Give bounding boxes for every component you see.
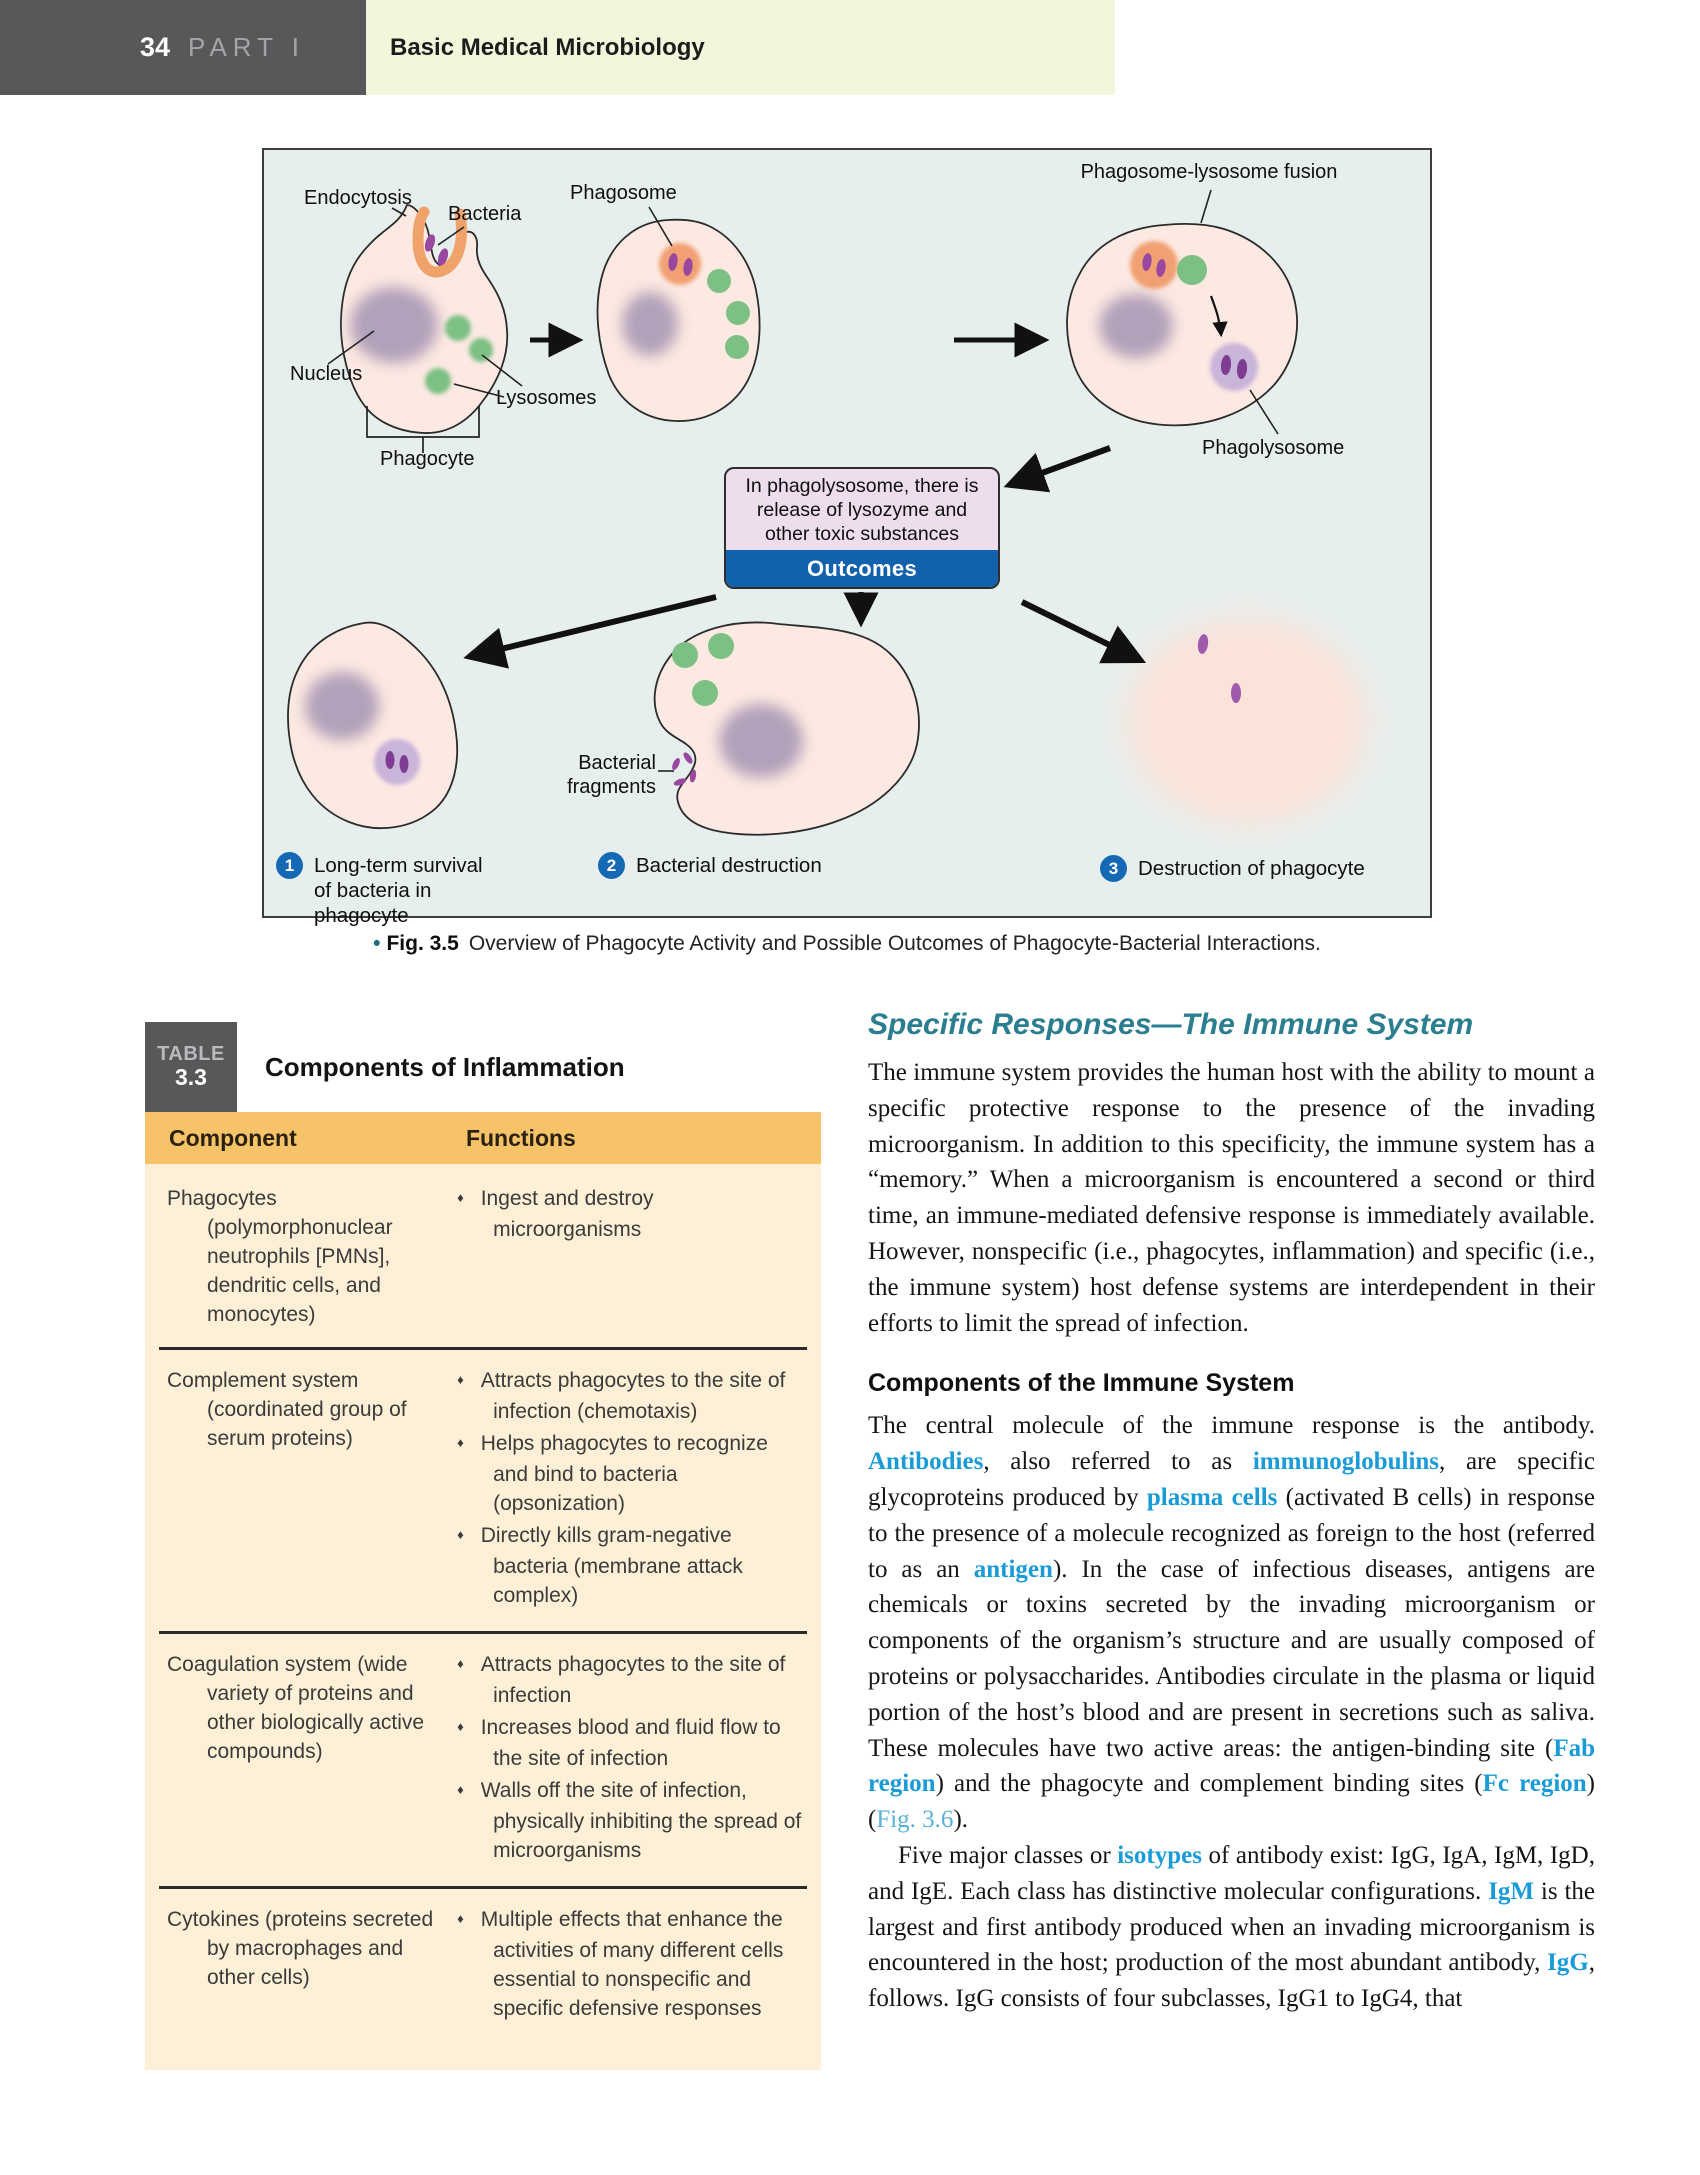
lysosome-shape [1177, 255, 1207, 285]
paragraph-immune-system: The immune system provides the human host with the ability to mount a specific protective response to the presence of the invading microorganism. In addition to this specificity, the immune system has a “memory.” When a microorganism is encountered a second or third time, an immune-mediated defensive response is immediately available. However, nonspecific (i.e., phagocytes, inflammation) and specific (i.e., the immune system) host defense systems are interdependent in their efforts to limit the spread of infection. [868, 1059, 1595, 1337]
phagocyte-cell-endocytosis [341, 205, 507, 453]
component-cell: Complement system (coordinated group of serum proteins) [167, 1369, 407, 1450]
functions-cell [457, 1650, 807, 1868]
phagosome-shape [659, 243, 701, 285]
caption-text: Overview of Phagocyte Activity and Possible Outcomes of Phagocyte-Bacterial Interactions. [468, 932, 1321, 955]
label-bacterial-fragments: Bacterial fragments [567, 752, 656, 798]
table-tag-number: 3.3 [175, 1064, 207, 1091]
process-box [724, 467, 1000, 589]
figure-3-5-panel [262, 148, 1432, 927]
table-row [159, 1886, 807, 2044]
column-header-functions: Functions [465, 1124, 576, 1151]
functions-cell [457, 1905, 807, 2026]
label-endocytosis: Endocytosis [304, 187, 412, 209]
component-cell: Phagocytes (polymorphonuclear neutrophils [PMNs], dendritic cells, and monocytes) [167, 1187, 393, 1326]
table-body [145, 1164, 821, 2070]
figure-caption [262, 932, 1432, 956]
outcome-2 [598, 852, 822, 879]
outcome-3 [1100, 855, 1365, 882]
nucleus-shape [622, 292, 678, 356]
outcome-2-badge: 2 [598, 852, 625, 879]
nucleus-shape [1099, 294, 1173, 358]
arrow-to-box [1012, 448, 1110, 484]
outcome-3-badge: 3 [1100, 855, 1127, 882]
running-head-right [366, 0, 1115, 95]
table-3-3 [145, 1022, 821, 2070]
component-cell: Coagulation system (wide variety of proteins and other biologically active compounds) [167, 1653, 425, 1763]
outcome-3-label: Destruction of phagocyte [1138, 857, 1365, 880]
outcome-1-badge: 1 [276, 852, 303, 879]
label-phagosome: Phagosome [570, 182, 677, 204]
table-tag-word: TABLE [157, 1043, 225, 1066]
paragraph-isotypes: Five major classes or isotypes of antibody exist: IgG, IgA, IgM, IgD, and IgE. Each class has distinctive molecular configurations. IgM is the largest and first antibody produced when an invading microorganism is encountered in the host; production of the most abundant antibody, IgG, follows. IgG consists of four subclasses, IgG1 to IgG4, that [868, 1841, 1596, 2013]
table-tag [145, 1022, 237, 1112]
part-label: PART I [188, 32, 305, 62]
section-heading: Specific Responses—The Immune System [868, 1008, 1474, 1041]
chapter-title: Basic Medical Microbiology [390, 33, 705, 61]
outcome-cell-destroyed [1125, 616, 1369, 826]
nucleus-shape [719, 704, 803, 778]
table-row [159, 1631, 807, 1886]
label-fusion: Phagosome-lysosome fusion [1080, 161, 1338, 183]
page-number: 34 [140, 32, 171, 62]
table-row [159, 1347, 807, 1631]
outcome-cell-destruction [655, 622, 919, 834]
function-item: ♦ Ingest and destroy microorganisms [457, 1184, 803, 1244]
outcome-2-label: Bacterial destruction [636, 854, 822, 877]
phagocyte-cell-phagosome [598, 220, 760, 421]
phagosome-shape [1130, 241, 1178, 289]
outcomes-banner: Outcomes [726, 550, 998, 587]
functions-cell [457, 1184, 807, 1329]
phagolysosome-shape [374, 739, 420, 785]
nucleus-shape [305, 672, 379, 740]
process-box-text: In phagolysosome, there is release of lysozyme and other toxic substances [745, 474, 979, 545]
arrow-outcome-3 [1022, 602, 1138, 659]
column-header-component: Component [169, 1124, 297, 1151]
label-phagolysosome: Phagolysosome [1202, 437, 1345, 459]
label-bacteria: Bacteria [448, 203, 522, 225]
table-title: Components of Inflammation [265, 1051, 625, 1082]
outcome-1 [276, 852, 494, 928]
outcome-cell-survival [288, 623, 457, 829]
outcome-1-label: Long-term survival of bacteria in phagocyte [314, 854, 483, 927]
paragraph-antibodies: The central molecule of the immune response is the antibody. Antibodies, also referred to as immunoglobulins, are specific glycoproteins produced by plasma cells (activated B cells) in response to the presence of a molecule recognized as foreign to the host (referred to as an antigen). In the case of infectious diseases, antigens are chemicals or toxins secreted by the invading microorganism or components of the organism’s structure and are usually composed of proteins or polysaccharides. Antibodies circulate in the plasma or liquid portion of the host’s blood and are present in secretions such as saliva. These molecules have two active areas: the antigen-binding site (Fab region) and the phagocyte and complement binding sites (Fc region) (Fig. 3.6). [868, 1412, 1595, 1834]
function-item: ♦ Directly kills gram-negative bacteria (membrane attack complex) [457, 1521, 803, 1610]
function-item: ♦ Multiple effects that enhance the activities of many different cells essential to nonspecific and specific defensive responses [457, 1905, 803, 2023]
functions-cell [457, 1366, 807, 1613]
function-item: ♦ Attracts phagocytes to the site of infection (chemotaxis) [457, 1366, 803, 1426]
caption-fig-number: Fig. 3.5 [386, 932, 459, 955]
label-nucleus: Nucleus [290, 363, 363, 385]
table-row [159, 1168, 807, 1347]
running-head-left [0, 0, 366, 95]
function-item: ♦ Attracts phagocytes to the site of infection [457, 1650, 803, 1710]
subsection-heading: Components of the Immune System [868, 1369, 1295, 1398]
nucleus-shape [350, 287, 438, 363]
label-lysosomes: Lysosomes [496, 387, 597, 409]
component-cell: Cytokines (proteins secreted by macrophages and other cells) [167, 1908, 434, 1989]
caption-bullet: • [373, 932, 381, 955]
table-column-headers [145, 1112, 821, 1164]
article-column [868, 1008, 1595, 2017]
phagocyte-cell-fusion [1067, 224, 1297, 426]
table-header [145, 1022, 821, 1112]
function-item: ♦ Increases blood and fluid flow to the site of infection [457, 1713, 803, 1773]
phagolysosome-shape [1210, 343, 1258, 391]
label-phagocyte: Phagocyte [380, 448, 475, 470]
function-item: ♦ Walls off the site of infection, physically inhibiting the spread of microorganisms [457, 1776, 803, 1865]
function-item: ♦ Helps phagocytes to recognize and bind to bacteria (opsonization) [457, 1429, 803, 1518]
